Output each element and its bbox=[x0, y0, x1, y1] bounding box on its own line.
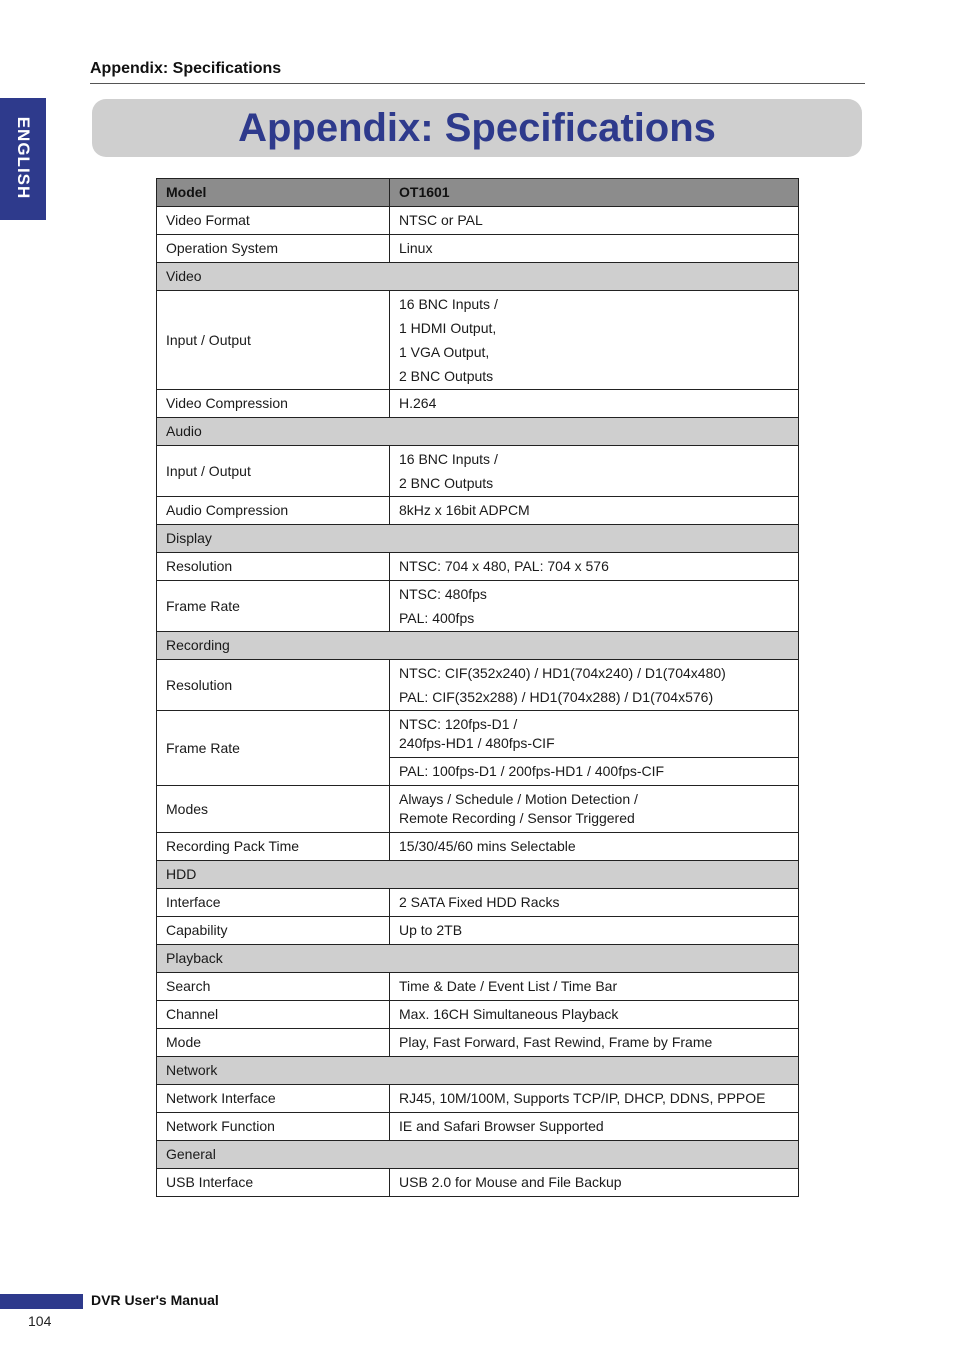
footer-manual-title: DVR User's Manual bbox=[91, 1292, 219, 1308]
table-row bbox=[157, 973, 799, 1001]
row-value: USB 2.0 for Mouse and File Backup bbox=[390, 1169, 799, 1197]
row-value bbox=[390, 581, 799, 632]
section-label: Network bbox=[157, 1057, 799, 1085]
row-label: Network Function bbox=[157, 1113, 390, 1141]
section-row-hdd bbox=[157, 861, 799, 889]
row-value: Max. 16CH Simultaneous Playback bbox=[390, 1001, 799, 1029]
section-label: Playback bbox=[157, 945, 799, 973]
section-label: Recording bbox=[157, 632, 799, 660]
row-value bbox=[390, 446, 799, 497]
table-row bbox=[157, 446, 799, 497]
section-row-recording bbox=[157, 632, 799, 660]
row-label: Frame Rate bbox=[157, 581, 390, 632]
row-value bbox=[390, 786, 799, 833]
value-line: NTSC: 120fps-D1 / bbox=[399, 716, 518, 732]
row-value: NTSC or PAL bbox=[390, 207, 799, 235]
table-row bbox=[157, 497, 799, 525]
row-value bbox=[390, 711, 799, 758]
table-row bbox=[157, 1029, 799, 1057]
language-tab bbox=[0, 98, 46, 220]
row-value: Up to 2TB bbox=[390, 917, 799, 945]
header-model: Model bbox=[157, 179, 390, 207]
row-label: Resolution bbox=[157, 553, 390, 581]
value-line: Remote Recording / Sensor Triggered bbox=[399, 810, 635, 826]
table-row bbox=[157, 786, 799, 833]
header-divider bbox=[90, 83, 865, 84]
value-line: NTSC: CIF(352x240) / HD1(704x240) / D1(704x480) bbox=[399, 665, 726, 681]
table-row bbox=[157, 235, 799, 263]
table-row bbox=[157, 390, 799, 418]
value-line: 1 VGA Output, bbox=[399, 344, 490, 360]
row-value bbox=[390, 660, 799, 711]
row-value: PAL: 100fps-D1 / 200fps-HD1 / 400fps-CIF bbox=[390, 758, 799, 786]
table-row bbox=[157, 833, 799, 861]
value-line: PAL: CIF(352x288) / HD1(704x288) / D1(704x576) bbox=[399, 689, 714, 705]
row-label: Input / Output bbox=[157, 446, 390, 497]
table-row bbox=[157, 917, 799, 945]
table-row bbox=[157, 1169, 799, 1197]
section-row-audio bbox=[157, 418, 799, 446]
language-tab-label: ENGLISH bbox=[14, 116, 33, 200]
value-line: 240fps-HD1 / 480fps-CIF bbox=[399, 735, 555, 751]
section-row-video bbox=[157, 263, 799, 291]
section-label: Display bbox=[157, 525, 799, 553]
value-line: 1 HDMI Output, bbox=[399, 320, 497, 336]
page-title: Appendix: Specifications bbox=[238, 105, 716, 150]
row-label: Resolution bbox=[157, 660, 390, 711]
spec-table bbox=[156, 178, 799, 1197]
row-value: NTSC: 704 x 480, PAL: 704 x 576 bbox=[390, 553, 799, 581]
row-value: Play, Fast Forward, Fast Rewind, Frame by Frame bbox=[390, 1029, 799, 1057]
row-label: Audio Compression bbox=[157, 497, 390, 525]
table-row bbox=[157, 581, 799, 632]
row-value: 2 SATA Fixed HDD Racks bbox=[390, 889, 799, 917]
row-label: Modes bbox=[157, 786, 390, 833]
table-row bbox=[157, 660, 799, 711]
row-label: Video Compression bbox=[157, 390, 390, 418]
row-value: IE and Safari Browser Supported bbox=[390, 1113, 799, 1141]
value-line: 2 BNC Outputs bbox=[399, 475, 494, 491]
table-header-row bbox=[157, 179, 799, 207]
table-row bbox=[157, 889, 799, 917]
row-label: Network Interface bbox=[157, 1085, 390, 1113]
running-header: Appendix: Specifications bbox=[90, 60, 282, 77]
row-value: RJ45, 10M/100M, Supports TCP/IP, DHCP, DDNS, PPPOE bbox=[390, 1085, 799, 1113]
table-row bbox=[157, 1113, 799, 1141]
row-value: 8kHz x 16bit ADPCM bbox=[390, 497, 799, 525]
row-label: Recording Pack Time bbox=[157, 833, 390, 861]
row-value: 15/30/45/60 mins Selectable bbox=[390, 833, 799, 861]
row-label: Channel bbox=[157, 1001, 390, 1029]
row-label: Capability bbox=[157, 917, 390, 945]
table-row bbox=[157, 553, 799, 581]
page-number: 104 bbox=[28, 1313, 52, 1329]
value-line: 2 BNC Outputs bbox=[399, 368, 494, 384]
row-value: Time & Date / Event List / Time Bar bbox=[390, 973, 799, 1001]
section-label: Audio bbox=[157, 418, 799, 446]
section-label: General bbox=[157, 1141, 799, 1169]
row-value: Linux bbox=[390, 235, 799, 263]
row-label: Search bbox=[157, 973, 390, 1001]
row-value bbox=[390, 291, 799, 390]
section-label: HDD bbox=[157, 861, 799, 889]
row-value: H.264 bbox=[390, 390, 799, 418]
value-line: 16 BNC Inputs / bbox=[399, 296, 498, 312]
row-label: Video Format bbox=[157, 207, 390, 235]
row-label: Frame Rate bbox=[157, 711, 390, 786]
header-ot1601: OT1601 bbox=[390, 179, 799, 207]
section-row-network bbox=[157, 1057, 799, 1085]
section-row-playback bbox=[157, 945, 799, 973]
table-row bbox=[157, 291, 799, 390]
table-row bbox=[157, 207, 799, 235]
value-line: Always / Schedule / Motion Detection / bbox=[399, 791, 638, 807]
row-label: Interface bbox=[157, 889, 390, 917]
row-label: Operation System bbox=[157, 235, 390, 263]
table-row bbox=[157, 711, 799, 758]
section-row-display bbox=[157, 525, 799, 553]
value-line: NTSC: 480fps bbox=[399, 586, 487, 602]
section-label: Video bbox=[157, 263, 799, 291]
footer-bar bbox=[0, 1294, 83, 1309]
title-banner bbox=[92, 99, 862, 157]
table-row bbox=[157, 1001, 799, 1029]
row-label: Mode bbox=[157, 1029, 390, 1057]
row-label: USB Interface bbox=[157, 1169, 390, 1197]
table-row bbox=[157, 1085, 799, 1113]
section-row-general bbox=[157, 1141, 799, 1169]
row-label: Input / Output bbox=[157, 291, 390, 390]
value-line: 16 BNC Inputs / bbox=[399, 451, 498, 467]
value-line: PAL: 400fps bbox=[399, 610, 475, 626]
